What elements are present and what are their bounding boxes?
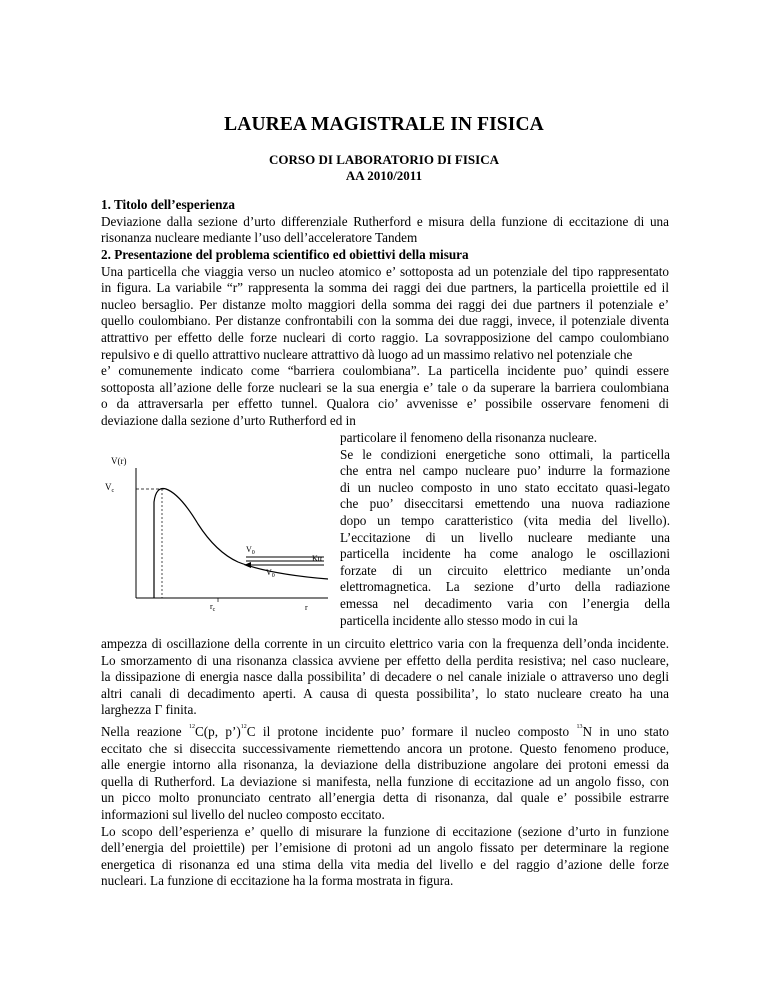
paragraph-line: quella di Rutherford. La deviazione si manifesta, nella funzione di eccitazione ad un angolo fisso, con [101, 773, 669, 789]
arrow-head [244, 562, 251, 568]
v0-label: $V_0$ [246, 545, 255, 556]
paragraph-line: deviazione dalla sezione d’urto Rutherford ed in [101, 412, 356, 428]
v0b-label: $V_0$ [266, 568, 275, 579]
column-line: dopo un tempo caratteristico (vita media del livello). [340, 512, 670, 528]
paragraph-line: larghezza Γ finita. [101, 702, 197, 718]
paragraph-line: Lo smorzamento di una risonanza classica avviene per effetto della perdita resistiva; nel caso nucleare, [101, 652, 669, 668]
column-line: che entra nel campo nucleare puo’ indurre la formazione [340, 463, 670, 479]
column-line: emessa nel decadimento varia con l’energia della [340, 595, 670, 611]
paragraph-line: dell’energia del proiettile) per l’emisione di protoni ad un angolo fissato per determinare la regione [101, 840, 669, 856]
paragraph-line: eccitato che si diseccita successivamente riemettendo ancora un protone. Questo fenomeno produce, [101, 740, 669, 756]
column-line: forzate di un circuito elettrico mediante un’onda [340, 562, 670, 578]
vc-label: $V_c$ [105, 482, 115, 494]
section-1 [101, 197, 669, 247]
y-axis-label: V(r) [111, 456, 127, 466]
r-label: r [305, 603, 308, 612]
column-line: che puo’ diseccitarsi emettendo una nuova radiazione [340, 496, 670, 512]
paragraph-line: informazioni sul livello del nucleo composto eccitato. [101, 806, 385, 822]
paragraph-line: nucleo bersaglio. Per distanze molto maggiori della somma dei raggi dei due partners il potenziale e’ [101, 296, 669, 312]
academic-year: AA 2010/2011 [345, 168, 423, 183]
column-line: Se le condizioni energetiche sono ottimali, la particella [340, 446, 670, 462]
column-line: L’eccitazione di un livello nucleare mediante una [340, 529, 670, 545]
paragraph-line: in figura. La variabile “r” rappresenta la somma dei raggi dei due partners, la particella proiettile ed il [101, 280, 669, 296]
reaction-line: Nella reazione $^{12}$C(p, p’)$^{12}$C il protone incidente puo’ formare il nucleo composto $^{13}$N in uno stato [101, 723, 669, 739]
potential-figure [98, 448, 338, 628]
paragraph-line: nucleari. La funzione di eccitazione ha la forma mostrata in figura. [101, 873, 454, 889]
paragraph-line: e’ comunemente indicato come “barriera coulombiana”. La particella incidente puo’ quindi essere [101, 363, 669, 379]
ka-label: Kα [312, 554, 322, 563]
paragraph-line: Lo scopo dell’esperienza e’ quello di misurare la funzione di eccitazione (sezione d’urto in funzione [101, 823, 669, 839]
paragraph-line: alle energie intorno alla risonanza, la deviazione della distribuzione angolare dei protoni emessi da [101, 757, 669, 773]
paragraph-line: sottoposta all’azione delle forze nucleari se la sua energia e’ tale o da superare la barriera coulombiana [101, 379, 669, 395]
paragraph-line: un picco molto pronunciato centrato all’energia detta di risonanza, dal quale e’ possibile estrarre [101, 790, 669, 806]
paragraph-line: altri canali di decadimento aperti. A causa di questa possibilita’, lo stato nucleare creato ha una [101, 685, 669, 701]
section-1-heading: 1. Titolo dell’esperienza [101, 197, 235, 212]
section-2 [101, 247, 669, 430]
paragraph-line: la dissipazione di energia nasce dalla possibilita’ di decadere o nel canale iniziale o attraverso uno degli [101, 669, 669, 685]
rc-label: $r_c$ [210, 602, 216, 613]
column-line: particella incidente allo stesso modo in cui la [340, 612, 578, 628]
paragraph-line: ampezza di oscillazione della corrente in un circuito elettrico varia con la frequenza dell’onda incidente. [101, 636, 669, 651]
column-line: particella incidente ha come analogo le oscillazioni [340, 546, 670, 562]
section-2-heading: 2. Presentazione del problema scientifico ed obiettivi della misura [101, 247, 469, 262]
paragraph-line: Una particella che viaggia verso un nucleo atomico e’ sottoposta ad un potenziale del tipo rappresentato [101, 263, 669, 279]
column-line: elettromagnetica. La sezione d’urto della radiazione [340, 579, 670, 595]
potential-curve [154, 489, 328, 598]
paragraph-line: o da attraversarla per effetto tunnel. Qualora cio’ avvenisse e’ possibile osservare fenomeni di [101, 396, 669, 412]
section-1-line: Deviazione dalla sezione d’urto differenziale Rutherford e misura della funzione di eccitazione di una [101, 213, 669, 229]
course-name: CORSO DI LABORATORIO DI FISICA [269, 152, 499, 167]
paragraph-line: repulsivo e di quello attrattivo nucleare attrattivo dà luogo ad un massimo relativo nel potenziale che [101, 346, 633, 362]
paragraph-line: attrattivo per effetto delle forze nucleari di corto raggio. La sovrapposizione del campo coulombiano [101, 329, 669, 345]
column-line: particolare il fenomeno della risonanza nucleare. [340, 430, 598, 445]
figure-side-column [340, 430, 670, 629]
paragraph-line: quello coulombiano. Per distanze confrontabili con la somma dei due raggi, invece, il potenziale diventa [101, 313, 669, 329]
resonance-paragraph [101, 636, 669, 890]
column-line: di un nucleo composto in uno stato eccitato quasi-legato [340, 479, 670, 495]
section-1-line: risonanza nucleare mediante l’uso dell’acceleratore Tandem [101, 230, 418, 246]
paragraph-line: energetica di risonanza ed una stima della vita media del livello e del raggio d’azione delle forze [101, 856, 669, 872]
document-title: LAUREA MAGISTRALE IN FISICA [224, 114, 544, 135]
